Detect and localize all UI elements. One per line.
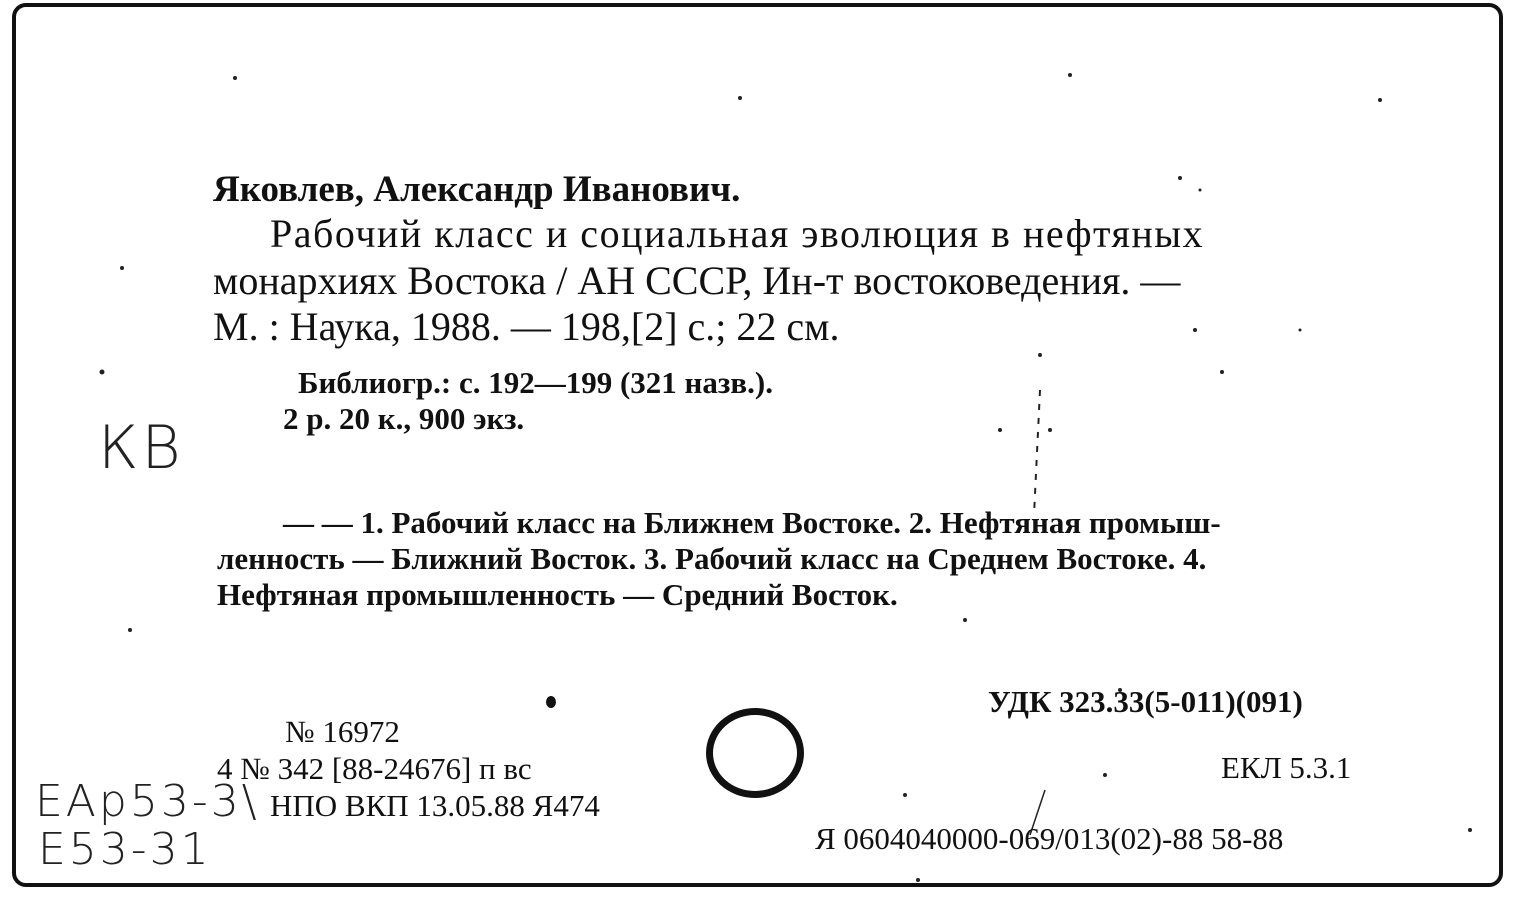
author-heading: Яковлев, Александр Иванович. [213,169,741,210]
order-line: 4 № 342 [88-24676] п вс [217,751,532,786]
ink-dot [546,696,556,708]
handwritten-shelf-code-2: Е53-31 [38,824,212,875]
subject-line-1: — — 1. Рабочий класс на Ближнем Востоке. 2. Нефтяная промыш- [283,505,1221,540]
circle-stamp [706,708,804,798]
title-line-2: монархиях Востока / АН СССР, Ин-т востоковедения. — [213,258,1181,303]
handwritten-shelf-code-1: ЕАр53-3\ [35,776,260,827]
index-code: Я 0604040000-069/013(02)-88 58-88 [815,821,1284,856]
handwritten-mark: КВ [98,413,184,483]
printer-line: НПО ВКП 13.05.88 Я474 [270,788,600,823]
bibliography-note: Библиогр.: с. 192—199 (321 назв.). [298,365,773,400]
title-line-1: Рабочий класс и социальная эволюция в нефтяных [270,211,1205,256]
udk-code: УДК 323.33(5-011)(091) [988,684,1303,719]
title-line-3: М. : Наука, 1988. — 198,[2] с.; 22 см. [213,304,840,349]
price-run-note: 2 р. 20 к., 900 экз. [283,401,525,436]
subject-line-3: Нефтяная промышленность — Средний Восток. [217,577,898,612]
subject-line-2: ленность — Ближний Восток. 3. Рабочий класс на Среднем Востоке. 4. [217,541,1207,576]
ekl-code: ЕКЛ 5.3.1 [1221,750,1352,785]
card-number: № 16972 [285,714,400,749]
